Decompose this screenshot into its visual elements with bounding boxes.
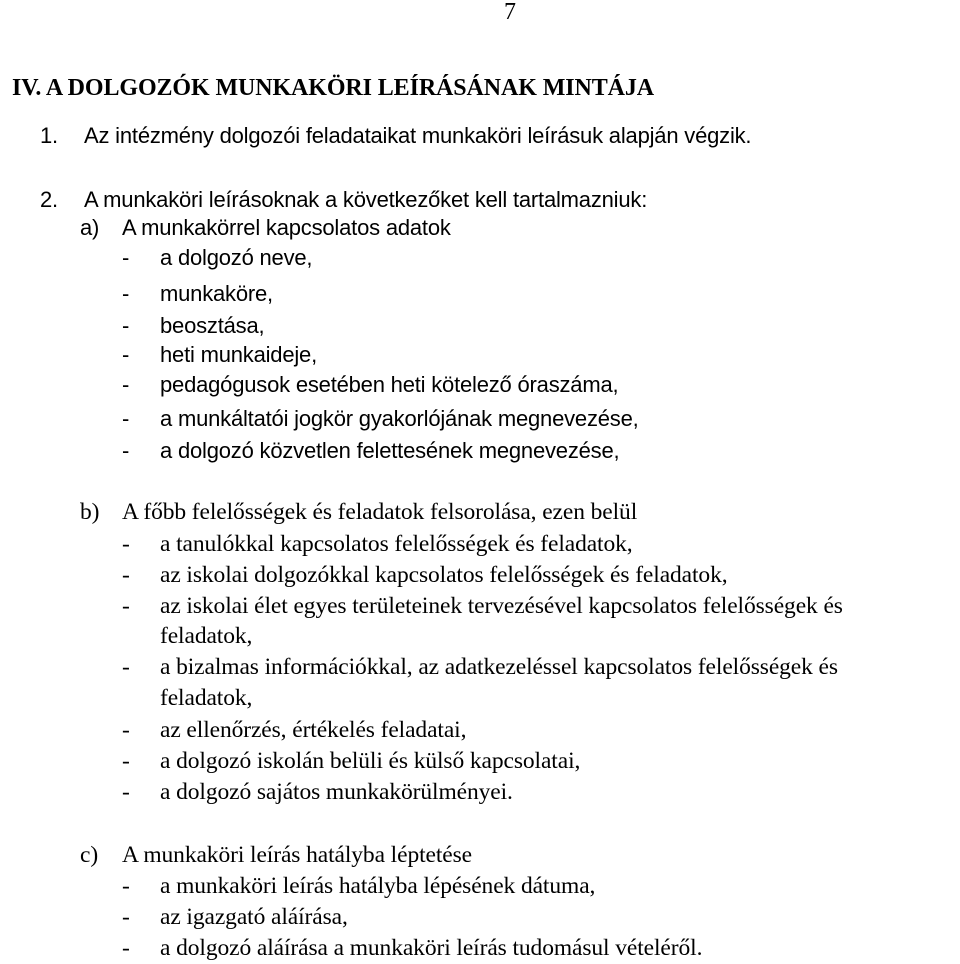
list-item: a dolgozó iskolán belüli és külső kapcsolatai,	[160, 748, 581, 774]
page-number: 7	[504, 0, 516, 25]
list-dash: -	[122, 717, 130, 743]
list-dash: -	[122, 406, 130, 431]
list-dash: -	[122, 935, 130, 961]
list-item: munkaköre,	[160, 281, 273, 306]
section-c-letter: c)	[80, 842, 99, 868]
list-dash: -	[122, 873, 130, 899]
list-item: a munkáltatói jogkör gyakorlójának megnevezése,	[160, 406, 639, 431]
list-dash: -	[122, 654, 130, 680]
section-b-letter: b)	[80, 499, 100, 525]
point-1-text: Az intézmény dolgozói feladataikat munkaköri leírásuk alapján végzik.	[84, 123, 752, 148]
point-2-number: 2.	[40, 187, 58, 212]
list-item-continuation: feladatok,	[160, 685, 253, 711]
list-item: a dolgozó neve,	[160, 245, 313, 270]
list-dash: -	[122, 531, 130, 557]
list-item: az iskolai élet egyes területeinek tervezésével kapcsolatos felelősségek és	[160, 593, 843, 619]
list-item: a dolgozó aláírása a munkaköri leírás tudomásul vételéről.	[160, 935, 703, 961]
section-b-title: A főbb felelősségek és feladatok felsorolása, ezen belül	[122, 499, 638, 525]
list-dash: -	[122, 438, 130, 463]
list-item: az iskolai dolgozókkal kapcsolatos felelősségek és feladatok,	[160, 562, 728, 588]
section-heading: IV. A DOLGOZÓK MUNKAKÖRI LEÍRÁSÁNAK MINTÁJA	[12, 75, 655, 101]
list-dash: -	[122, 281, 130, 306]
section-a-letter: a)	[80, 215, 100, 240]
list-dash: -	[122, 245, 130, 270]
list-item: a dolgozó sajátos munkakörülményei.	[160, 779, 513, 805]
section-a-title: A munkakörrel kapcsolatos adatok	[122, 215, 451, 240]
list-item: a bizalmas információkkal, az adatkezeléssel kapcsolatos felelősségek és	[160, 654, 838, 680]
list-item: beosztása,	[160, 313, 265, 338]
list-dash: -	[122, 779, 130, 805]
list-dash: -	[122, 313, 130, 338]
list-dash: -	[122, 593, 130, 619]
list-item: a tanulókkal kapcsolatos felelősségek és feladatok,	[160, 531, 633, 557]
list-item: a dolgozó közvetlen felettesének megnevezése,	[160, 438, 620, 463]
list-dash: -	[122, 748, 130, 774]
point-2-text: A munkaköri leírásoknak a következőket kell tartalmazniuk:	[84, 187, 648, 212]
list-item: a munkaköri leírás hatályba lépésének dátuma,	[160, 873, 596, 899]
list-dash: -	[122, 372, 130, 397]
list-item-continuation: feladatok,	[160, 623, 253, 649]
list-item: az ellenőrzés, értékelés feladatai,	[160, 717, 467, 743]
list-item: heti munkaideje,	[160, 342, 318, 367]
point-1-number: 1.	[40, 123, 58, 148]
list-dash: -	[122, 562, 130, 588]
list-item: pedagógusok esetében heti kötelező óraszáma,	[160, 372, 619, 397]
list-dash: -	[122, 904, 130, 930]
list-dash: -	[122, 342, 130, 367]
section-c-title: A munkaköri leírás hatályba léptetése	[122, 842, 472, 868]
list-item: az igazgató aláírása,	[160, 904, 348, 930]
